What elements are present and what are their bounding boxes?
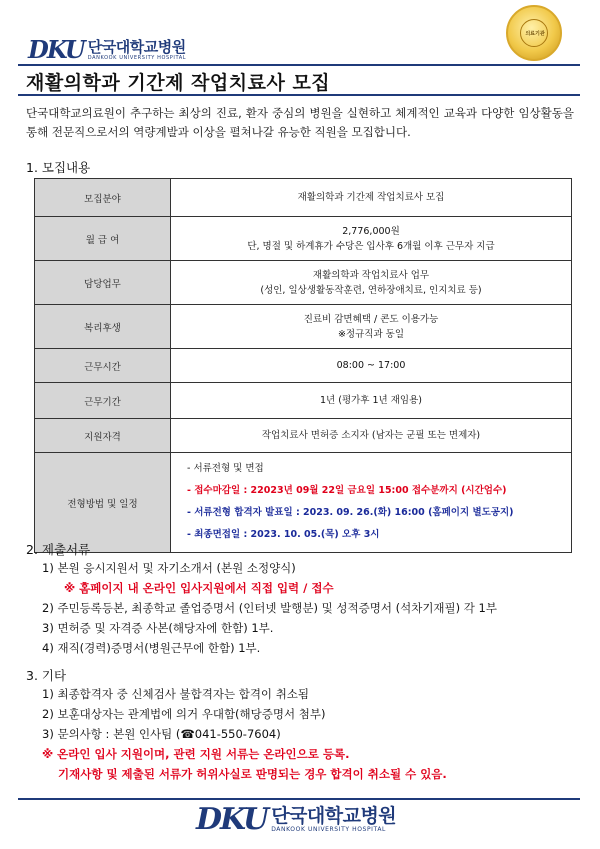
row-value: 재활의학과 기간제 작업치료사 모집	[297, 192, 445, 203]
list-item: 4) 재직(경력)증명서(병원근무에 한함) 1부.	[42, 641, 261, 655]
section3-heading: 3. 기타	[26, 668, 67, 683]
row-label: 모집분야	[35, 179, 171, 217]
table-row	[35, 305, 572, 349]
table-row	[35, 383, 572, 419]
table-row	[35, 419, 572, 453]
list-item: 3) 면허증 및 자격증 사본(해당자에 한함) 1부.	[42, 621, 274, 635]
list-item: 3) 문의사항 : 본원 인사팀 (☎041-550-7604)	[42, 727, 281, 741]
title-divider	[18, 94, 580, 96]
row-value: ※정규직과 동일	[337, 328, 405, 340]
schedule-interview: - 최종면접일 : 2023. 10. 05.(목) 오후 3시	[187, 528, 380, 540]
page-footer	[0, 800, 600, 840]
row-value: (성인, 일상생활동작훈련, 연하장애치료, 인지치료 등)	[260, 284, 482, 296]
row-label: 지원자격	[35, 419, 171, 453]
online-notice: ※ 온라인 입사 지원이며, 관련 지원 서류는 온라인으로 등록.	[42, 747, 350, 761]
row-label: 월 급 여	[35, 217, 171, 261]
table-row	[35, 453, 572, 553]
row-label: 담당업무	[35, 261, 171, 305]
table-row	[35, 217, 572, 261]
schedule-announcement: - 서류전형 합격자 발표일 : 2023. 09. 26.(화) 16:00 (홈페이지 별도공지)	[187, 506, 514, 518]
page-header	[0, 0, 600, 70]
row-value: 작업치료사 면허증 소지자 (남자는 군필 또는 면제자)	[261, 430, 481, 441]
logo-mark: DKU	[28, 35, 84, 64]
recruitment-info-table	[34, 178, 572, 553]
row-label: 근무기간	[35, 383, 171, 419]
row-value: 1년 (평가후 1년 재임용)	[320, 395, 422, 406]
header-divider	[18, 64, 580, 66]
false-info-notice: 기재사항 및 제출된 서류가 허위사실로 판명되는 경우 합격이 취소될 수 있음.	[58, 767, 447, 781]
row-label: 근무시간	[35, 349, 171, 383]
logo-korean-name: 단국대학교병원	[87, 37, 186, 56]
other-info-list	[42, 684, 325, 744]
schedule-cell	[171, 453, 572, 553]
logo-english-name: DANKOOK UNIVERSITY HOSPITAL	[271, 826, 386, 833]
documents-list	[42, 558, 497, 658]
schedule-item: - 서류전형 및 면접	[187, 462, 264, 474]
list-item: 2) 보훈대상자는 관계법에 의거 우대함(해당증명서 첨부)	[42, 707, 326, 721]
list-item: 1) 본원 응시지원서 및 자기소개서 (본원 소정양식)	[42, 561, 296, 575]
logo-mark: DKU	[196, 802, 268, 837]
table-row	[35, 349, 572, 383]
row-value: 단, 명절 및 하계휴가 수당은 입사후 6개월 이후 근무자 지급	[247, 240, 495, 252]
accreditation-seal-icon	[506, 5, 562, 61]
row-label: 복리후생	[35, 305, 171, 349]
hospital-logo	[28, 35, 187, 64]
page-title: 재활의학과 기간제 작업치료사 모집	[26, 72, 331, 94]
intro-paragraph: 단국대학교의료원이 추구하는 최상의 진료, 환자 중심의 병원을 실현하고 체계적인 교육과 다양한 임상활동을 통해 전문직으로서의 역량계발과 이상을 펼쳐나갈 유능한 직원을 모집합니다.	[26, 106, 574, 139]
row-label: 전형방법 및 일정	[35, 453, 171, 553]
online-submission-note: ※ 홈페이지 내 온라인 입사지원에서 직접 입력 / 접수	[64, 581, 334, 595]
row-value: 재활의학과 작업치료사 업무	[312, 269, 430, 281]
table-row	[35, 179, 572, 217]
row-value: 진료비 감면혜택 / 콘도 이용가능	[303, 313, 439, 325]
seal-text: 의료기관	[525, 31, 545, 37]
section2-heading: 2. 제출서류	[26, 542, 91, 557]
logo-english-name: DANKOOK UNIVERSITY HOSPITAL	[87, 54, 187, 61]
logo-korean-name: 단국대학교병원	[271, 805, 397, 827]
schedule-deadline: - 접수마감일 : 22023년 09월 22일 금요일 15:00 접수분까지 (시간엄수)	[187, 484, 507, 496]
row-value: 2,776,000원	[342, 225, 400, 237]
list-item: 2) 주민등록등본, 최종학교 졸업증명서 (인터넷 발행분) 및 성적증명서 (석차기재필) 각 1부	[42, 601, 497, 615]
row-value: 08:00 ~ 17:00	[336, 360, 406, 371]
table-row	[35, 261, 572, 305]
list-item: 1) 최종합격자 중 신체검사 불합격자는 합격이 취소됨	[42, 687, 310, 701]
section1-heading: 1. 모집내용	[26, 160, 91, 175]
footer-logo	[196, 802, 397, 837]
